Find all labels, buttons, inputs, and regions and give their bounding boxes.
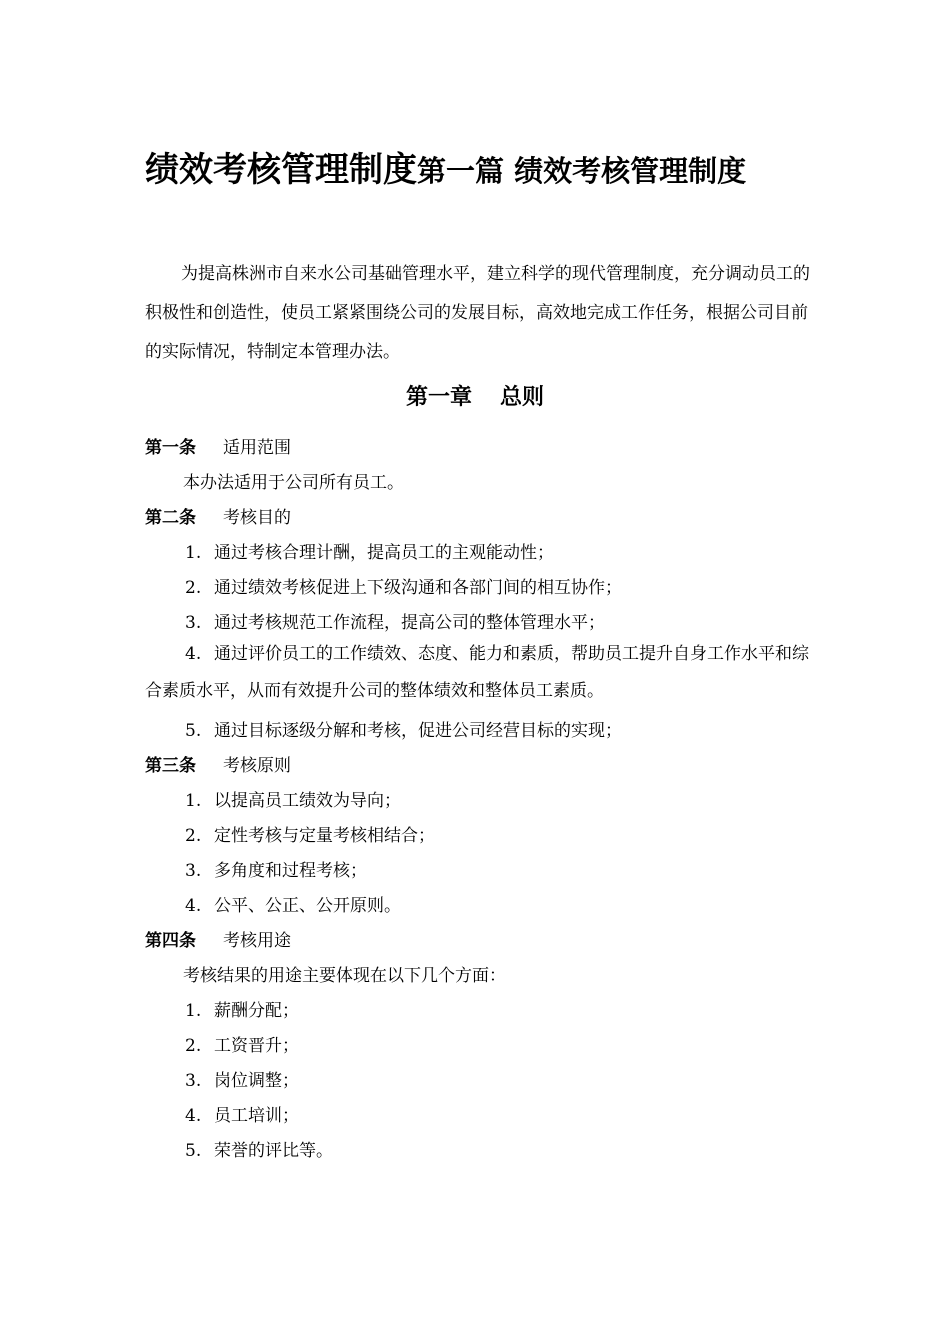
list-number: 1. <box>185 791 202 811</box>
chapter-heading <box>0 380 950 411</box>
list-item <box>185 608 605 633</box>
list-item <box>185 786 401 811</box>
article-name: 考核目的 <box>223 508 291 528</box>
chapter-name: 总则 <box>500 384 545 410</box>
article-label: 第三条 <box>145 756 196 776</box>
article-label: 第四条 <box>145 931 196 951</box>
article-name: 适用范围 <box>223 438 291 458</box>
list-item <box>145 636 810 710</box>
list-item <box>185 1031 299 1056</box>
list-item <box>185 1066 299 1091</box>
list-item <box>185 573 622 598</box>
article-body: 考核结果的用途主要体现在以下几个方面： <box>183 966 506 986</box>
list-number: 2. <box>185 826 202 846</box>
intro-paragraph: 为提高株洲市自来水公司基础管理水平，建立科学的现代管理制度，充分调动员工的积极性和创造性，使员工紧紧围绕公司的发展目标，高效地完成工作任务，根据公司目前的实际情况，特制定本管理办法。 <box>145 264 810 362</box>
list-item <box>185 716 622 741</box>
title-sub: 第一篇 绩效考核管理制度 <box>417 154 747 188</box>
title-main: 绩效考核管理制度 <box>145 150 417 190</box>
list-text: 通过目标逐级分解和考核，促进公司经营目标的实现； <box>214 721 622 741</box>
list-number: 3. <box>185 613 202 633</box>
list-item <box>185 821 435 846</box>
list-text: 多角度和过程考核； <box>214 861 367 881</box>
list-text: 员工培训； <box>214 1106 299 1126</box>
list-text: 定性考核与定量考核相结合； <box>214 826 435 846</box>
article-label: 第一条 <box>145 438 196 458</box>
list-number: 4. <box>185 644 202 664</box>
list-text: 通过考核合理计酬，提高员工的主观能动性； <box>214 543 554 563</box>
list-number: 5. <box>185 1141 202 1161</box>
list-number: 2. <box>185 1036 202 1056</box>
list-text: 工资晋升； <box>214 1036 299 1056</box>
list-item <box>185 1101 299 1126</box>
list-number: 2. <box>185 578 202 598</box>
article-heading <box>145 503 291 528</box>
list-item <box>185 891 401 916</box>
list-number: 4. <box>185 1106 202 1126</box>
list-text: 通过评价员工的工作绩效、态度、能力和素质，帮助员工提升自身工作水平和综合素质水平，从而有效提升公司的整体绩效和整体员工素质。 <box>145 644 809 701</box>
list-text: 荣誉的评比等。 <box>214 1141 333 1161</box>
list-item <box>185 1136 333 1161</box>
list-text: 公平、公正、公开原则。 <box>214 896 401 916</box>
document-title <box>145 142 746 191</box>
article-label: 第二条 <box>145 508 196 528</box>
list-text: 薪酬分配； <box>214 1001 299 1021</box>
list-number: 5. <box>185 721 202 741</box>
list-number: 1. <box>185 1001 202 1021</box>
list-text: 岗位调整； <box>214 1071 299 1091</box>
list-text: 通过绩效考核促进上下级沟通和各部门间的相互协作； <box>214 578 622 598</box>
article-body: 本办法适用于公司所有员工。 <box>183 473 404 493</box>
article-heading <box>145 751 291 776</box>
list-text: 以提高员工绩效为导向； <box>214 791 401 811</box>
list-item <box>185 856 367 881</box>
list-number: 4. <box>185 896 202 916</box>
list-item <box>185 996 299 1021</box>
chapter-label: 第一章 <box>405 384 472 410</box>
article-name: 考核原则 <box>223 756 291 776</box>
list-item <box>185 538 554 563</box>
list-text: 通过考核规范工作流程，提高公司的整体管理水平； <box>214 613 605 633</box>
article-heading <box>145 433 291 458</box>
article-heading <box>145 926 291 951</box>
list-number: 3. <box>185 861 202 881</box>
list-number: 1. <box>185 543 202 563</box>
list-number: 3. <box>185 1071 202 1091</box>
article-name: 考核用途 <box>223 931 291 951</box>
